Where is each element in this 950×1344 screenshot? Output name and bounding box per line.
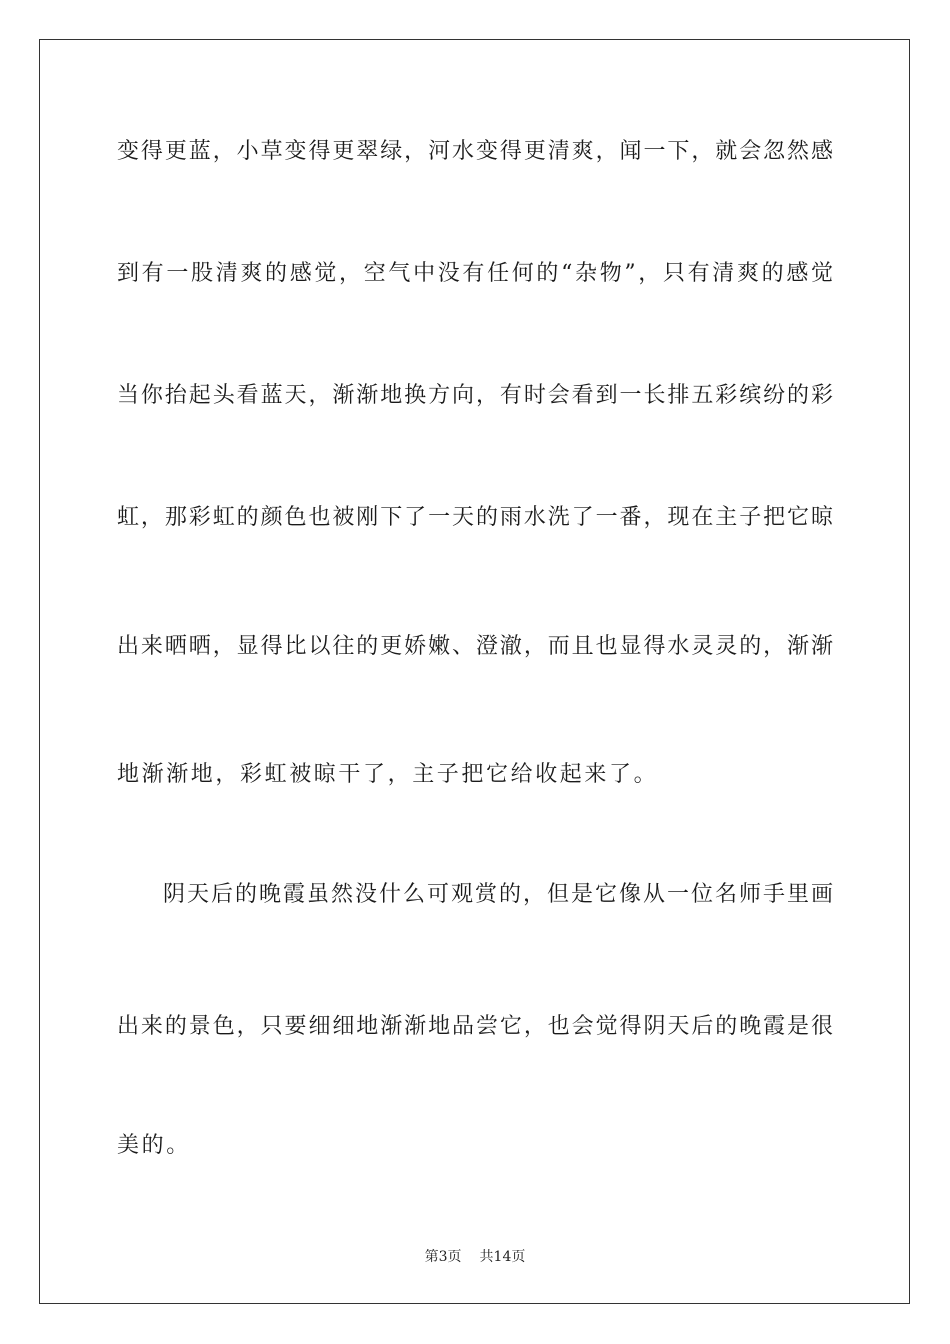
page-number: 第3页 xyxy=(424,1249,462,1265)
paragraph-2-first-line: 阴天后的晚霞虽然没什么可观赏的，但是它像从一位名师手里画 xyxy=(163,882,833,907)
text-line-6: 地渐渐地，彩虹被晾干了，主子把它给收起来了。 xyxy=(117,762,659,787)
page-border xyxy=(39,39,910,1304)
page-footer xyxy=(0,1248,950,1266)
page-total: 共14页 xyxy=(479,1249,526,1265)
text-line-5: 出来晒晒，显得比以往的更娇嫩、澄澈，而且也显得水灵灵的，渐渐 xyxy=(117,634,833,659)
text-line-2: 到有一股清爽的感觉，空气中没有任何的“杂物”，只有清爽的感觉 xyxy=(117,261,833,286)
text-line-9: 美的。 xyxy=(117,1133,191,1158)
text-line-8: 出来的景色，只要细细地渐渐地品尝它，也会觉得阴天后的晚霞是很 xyxy=(117,1014,833,1039)
text-line-3: 当你抬起头看蓝天，渐渐地换方向，有时会看到一长排五彩缤纷的彩 xyxy=(117,383,833,408)
text-line-4: 虹，那彩虹的颜色也被刚下了一天的雨水洗了一番，现在主子把它晾 xyxy=(117,505,833,530)
text-line-1: 变得更蓝，小草变得更翠绿，河水变得更清爽，闻一下，就会忽然感 xyxy=(117,139,833,164)
